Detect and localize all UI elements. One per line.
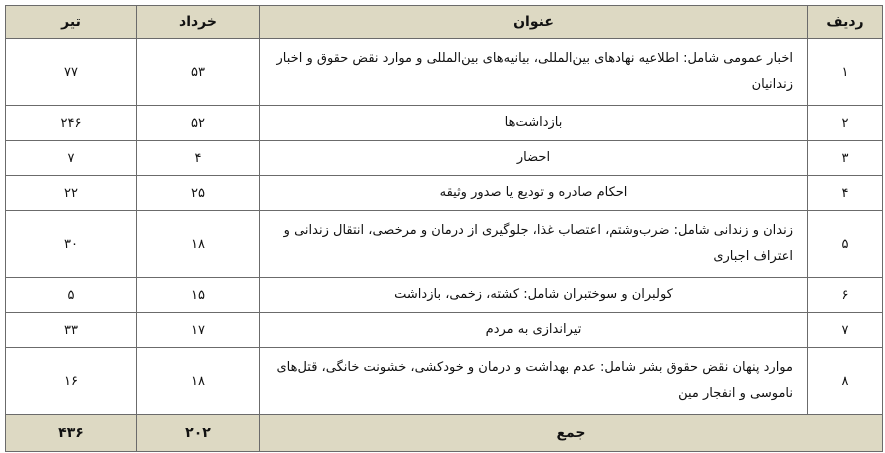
row-radif: ۵ — [808, 211, 883, 278]
row-tir: ۷ — [6, 141, 137, 176]
row-radif: ۴ — [808, 176, 883, 211]
row-khordad: ۴ — [137, 141, 260, 176]
row-khordad: ۵۳ — [137, 39, 260, 106]
row-tir: ۳۳ — [6, 313, 137, 348]
total-row — [6, 415, 883, 452]
table-row — [6, 348, 883, 415]
row-title: موارد پنهان نقض حقوق بشر شامل: عدم بهداشت و درمان و خودکشی، خشونت خانگی، قتل‌های ناموسی و انفجار مین — [260, 348, 808, 415]
table-row — [6, 211, 883, 278]
row-title: کولبران و سوختبران شامل: کشته، زخمی، بازداشت — [260, 278, 808, 313]
header-tir: تیر — [6, 6, 137, 39]
row-title: زندان و زندانی شامل: ضرب‌وشتم، اعتصاب غذا، جلوگیری از درمان و مرخصی، انتقال زندانی و اعتراف اجباری — [260, 211, 808, 278]
row-radif: ۶ — [808, 278, 883, 313]
row-radif: ۱ — [808, 39, 883, 106]
table-footer — [6, 415, 883, 452]
total-khordad: ۲۰۲ — [137, 415, 260, 452]
row-title: احضار — [260, 141, 808, 176]
header-title: عنوان — [260, 6, 808, 39]
row-khordad: ۱۸ — [137, 348, 260, 415]
table-body — [6, 39, 883, 415]
table-row — [6, 106, 883, 141]
row-tir: ۷۷ — [6, 39, 137, 106]
header-khordad: خرداد — [137, 6, 260, 39]
row-title: احکام صادره و تودیع یا صدور وثیقه — [260, 176, 808, 211]
row-radif: ۷ — [808, 313, 883, 348]
row-khordad: ۱۵ — [137, 278, 260, 313]
table-row — [6, 278, 883, 313]
table-row — [6, 176, 883, 211]
table-row — [6, 141, 883, 176]
row-tir: ۲۴۶ — [6, 106, 137, 141]
row-radif: ۲ — [808, 106, 883, 141]
row-title: اخبار عمومی شامل: اطلاعیه نهادهای بین‌المللی، بیانیه‌های بین‌المللی و موارد نقض حقوق و اخبار زندانیان — [260, 39, 808, 106]
row-radif: ۸ — [808, 348, 883, 415]
row-khordad: ۵۲ — [137, 106, 260, 141]
header-radif: ردیف — [808, 6, 883, 39]
table-row — [6, 39, 883, 106]
total-tir: ۴۳۶ — [6, 415, 137, 452]
row-tir: ۲۲ — [6, 176, 137, 211]
row-tir: ۳۰ — [6, 211, 137, 278]
header-row — [6, 6, 883, 39]
row-title: بازداشت‌ها — [260, 106, 808, 141]
table-row — [6, 313, 883, 348]
row-khordad: ۱۸ — [137, 211, 260, 278]
row-khordad: ۲۵ — [137, 176, 260, 211]
row-tir: ۱۶ — [6, 348, 137, 415]
row-tir: ۵ — [6, 278, 137, 313]
row-title: تیراندازی به مردم — [260, 313, 808, 348]
row-radif: ۳ — [808, 141, 883, 176]
total-label: جمع — [260, 415, 883, 452]
table-header — [6, 6, 883, 39]
report-table — [5, 5, 883, 452]
row-khordad: ۱۷ — [137, 313, 260, 348]
